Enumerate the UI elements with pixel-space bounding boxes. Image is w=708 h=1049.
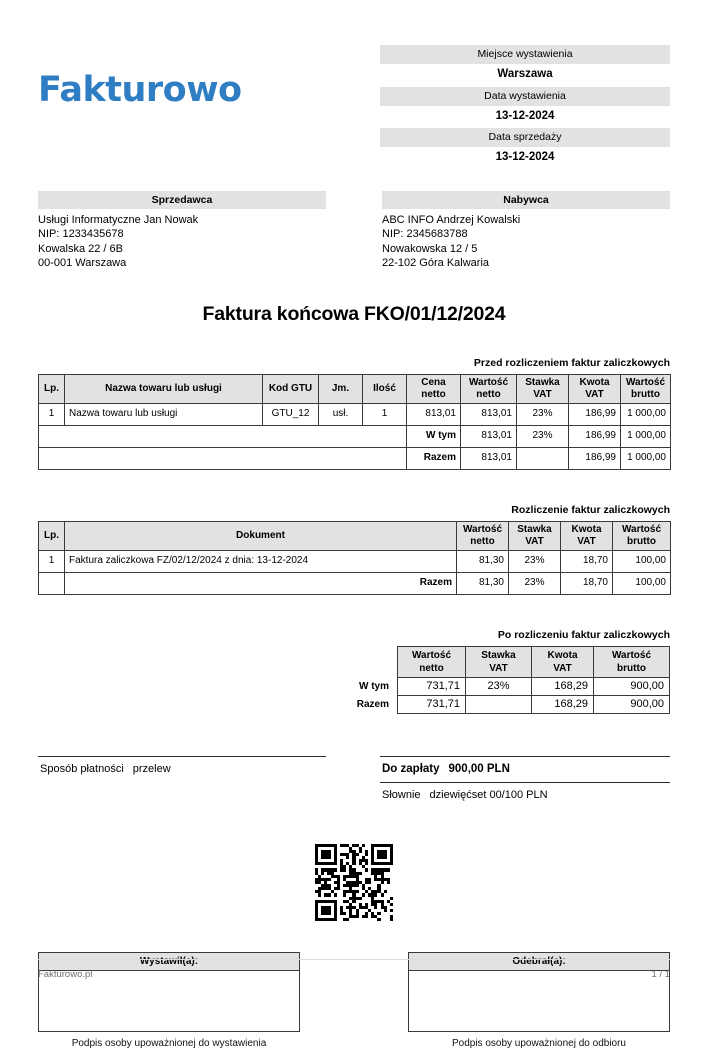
footer-brand: Fakturowo.pl — [38, 969, 93, 980]
advance-total-label: Razem — [65, 572, 457, 594]
after-subtotal-net: 731,71 — [398, 677, 466, 695]
advance-total-net: 81,30 — [457, 572, 509, 594]
buyer-details — [382, 209, 670, 271]
buyer-block — [382, 191, 670, 271]
payment-due-block — [380, 756, 670, 808]
after-col-vat-rate: Stawka VAT — [466, 646, 532, 677]
items-total-vat: 186,99 — [569, 447, 621, 469]
adv-cell-value-net: 81,30 — [457, 550, 509, 572]
adv-cell-value-gross: 100,00 — [613, 550, 671, 572]
logo-text: Fakturowo — [38, 70, 242, 110]
items-caption: Przed rozliczeniem faktur zaliczkowych — [473, 356, 670, 369]
after-total-rate — [466, 695, 532, 713]
after-total-row — [338, 695, 670, 713]
col-name: Nazwa towaru lub usługi — [65, 374, 263, 403]
issue-info-box — [380, 45, 670, 170]
adv-cell-vat-rate: 23% — [509, 550, 561, 572]
payment-method-label: Sposób płatności — [40, 762, 124, 775]
issuer-signature-caption: Podpis osoby upoważnionej do wystawienia — [71, 1037, 267, 1049]
table-row — [39, 550, 671, 572]
adv-cell-document: Faktura zaliczkowa FZ/02/12/2024 z dnia: 13-12-2024 — [65, 550, 457, 572]
cell-qty: 1 — [363, 403, 407, 425]
items-subtotal-label: W tym — [407, 425, 461, 447]
items-section — [38, 357, 670, 470]
advance-total-rate: 23% — [509, 572, 561, 594]
adv-cell-lp: 1 — [39, 550, 65, 572]
after-total-net: 731,71 — [398, 695, 466, 713]
advance-section — [38, 504, 670, 595]
words-value: dziewięćset 00/100 PLN — [429, 788, 548, 801]
seller-nip: NIP: 1233435678 — [38, 228, 124, 240]
payment-method-value: przelew — [132, 762, 171, 775]
document-header — [38, 0, 670, 170]
after-total-vat: 168,29 — [532, 695, 594, 713]
items-total-rate — [517, 447, 569, 469]
col-lp: Lp. — [39, 374, 65, 403]
after-subtotal-rate: 23% — [466, 677, 532, 695]
col-value-net: Wartość netto — [461, 374, 517, 403]
due-line — [380, 757, 670, 782]
after-subtotal-vat: 168,29 — [532, 677, 594, 695]
adv-col-lp: Lp. — [39, 521, 65, 550]
table-row — [39, 403, 671, 425]
adv-cell-vat-amount: 18,70 — [561, 550, 613, 572]
receiver-signature-caption: Podpis osoby upoważnionej do odbioru — [451, 1037, 626, 1049]
after-col-value-net: Wartość netto — [398, 646, 466, 677]
after-total-gross: 900,00 — [594, 695, 670, 713]
items-subtotal-row — [39, 425, 671, 447]
cell-lp: 1 — [39, 403, 65, 425]
advance-header-row — [39, 521, 671, 550]
seller-city: 00-001 Warszawa — [38, 257, 127, 269]
items-total-net: 813,01 — [461, 447, 517, 469]
seller-street: Kowalska 22 / 6B — [38, 242, 123, 255]
after-subtotal-row — [338, 677, 670, 695]
advance-total-vat: 18,70 — [561, 572, 613, 594]
after-subtotal-gross: 900,00 — [594, 677, 670, 695]
col-vat-rate: Stawka VAT — [517, 374, 569, 403]
due-value: 900,00 PLN — [448, 762, 510, 775]
words-line — [380, 783, 670, 808]
seller-details — [38, 209, 326, 271]
advance-caption: Rozliczenie faktur zaliczkowych — [511, 503, 670, 516]
place-value: Warszawa — [497, 68, 553, 81]
seller-block — [38, 191, 326, 271]
items-subtotal-net: 813,01 — [461, 425, 517, 447]
receiver-signature-title: Odebrał(a): — [409, 953, 669, 971]
words-label: Słownie — [382, 788, 421, 801]
sale-date-label: Data sprzedaży — [380, 128, 670, 147]
items-total-label: Razem — [407, 447, 461, 469]
buyer-street: Nowakowska 12 / 5 — [382, 242, 478, 255]
buyer-nip: NIP: 2345683788 — [382, 228, 468, 240]
sale-date-value: 13-12-2024 — [495, 151, 555, 164]
after-settlement-table — [338, 646, 671, 714]
buyer-title: Nabywca — [382, 191, 670, 209]
issue-date-label: Data wystawienia — [380, 87, 670, 106]
seller-title: Sprzedawca — [38, 191, 326, 209]
cell-vat-rate: 23% — [517, 403, 569, 425]
items-subtotal-rate: 23% — [517, 425, 569, 447]
cell-price-net: 813,01 — [407, 403, 461, 425]
adv-col-value-net: Wartość netto — [457, 521, 509, 550]
col-value-gross: Wartość brutto — [621, 374, 671, 403]
payment-method-line — [38, 757, 326, 782]
footer-page-number: 1 / 1 — [651, 969, 670, 980]
after-caption: Po rozliczeniu faktur zaliczkowych — [497, 628, 670, 641]
buyer-city: 22-102 Góra Kalwaria — [382, 257, 490, 269]
adv-col-document: Dokument — [65, 521, 457, 550]
col-qty: Ilość — [363, 374, 407, 403]
cell-value-net: 813,01 — [461, 403, 517, 425]
issuer-signature-title: Wystawił(a): — [39, 953, 299, 971]
adv-col-vat-amount: Kwota VAT — [561, 521, 613, 550]
issue-date-value: 13-12-2024 — [495, 109, 555, 122]
place-label: Miejsce wystawienia — [380, 45, 670, 64]
qr-code — [315, 844, 393, 922]
col-unit: Jm. — [319, 374, 363, 403]
advance-total-row — [39, 572, 671, 594]
after-total-label: Razem — [356, 698, 389, 710]
due-label: Do zapłaty — [382, 762, 440, 775]
payment-section — [38, 756, 670, 808]
cell-vat-amount: 186,99 — [569, 403, 621, 425]
cell-gtu: GTU_12 — [263, 403, 319, 425]
logo — [38, 45, 380, 108]
items-table — [38, 374, 671, 470]
after-settlement-section — [38, 629, 670, 714]
page-title: Faktura końcowa FKO/01/12/2024 — [202, 302, 506, 325]
items-subtotal-gross: 1 000,00 — [621, 425, 671, 447]
page-footer — [38, 959, 670, 980]
after-col-value-gross: Wartość brutto — [594, 646, 670, 677]
col-gtu: Kod GTU — [263, 374, 319, 403]
advance-total-gross: 100,00 — [613, 572, 671, 594]
seller-name: Usługi Informatyczne Jan Nowak — [38, 213, 199, 226]
items-total-gross: 1 000,00 — [621, 447, 671, 469]
adv-col-value-gross: Wartość brutto — [613, 521, 671, 550]
advance-table — [38, 521, 671, 595]
col-price-net: Cena netto — [407, 374, 461, 403]
items-header-row — [39, 374, 671, 403]
after-header-row — [338, 646, 670, 677]
col-vat-amount: Kwota VAT — [569, 374, 621, 403]
items-subtotal-vat: 186,99 — [569, 425, 621, 447]
payment-method-block — [38, 756, 326, 808]
cell-value-gross: 1 000,00 — [621, 403, 671, 425]
adv-col-vat-rate: Stawka VAT — [509, 521, 561, 550]
cell-name: Nazwa towaru lub usługi — [65, 403, 263, 425]
after-subtotal-label: W tym — [359, 680, 389, 692]
cell-unit: usł. — [319, 403, 363, 425]
buyer-name: ABC INFO Andrzej Kowalski — [382, 213, 521, 226]
qr-code-area — [38, 844, 670, 922]
items-total-row — [39, 447, 671, 469]
parties-section — [38, 191, 670, 271]
after-col-vat-amount: Kwota VAT — [532, 646, 594, 677]
